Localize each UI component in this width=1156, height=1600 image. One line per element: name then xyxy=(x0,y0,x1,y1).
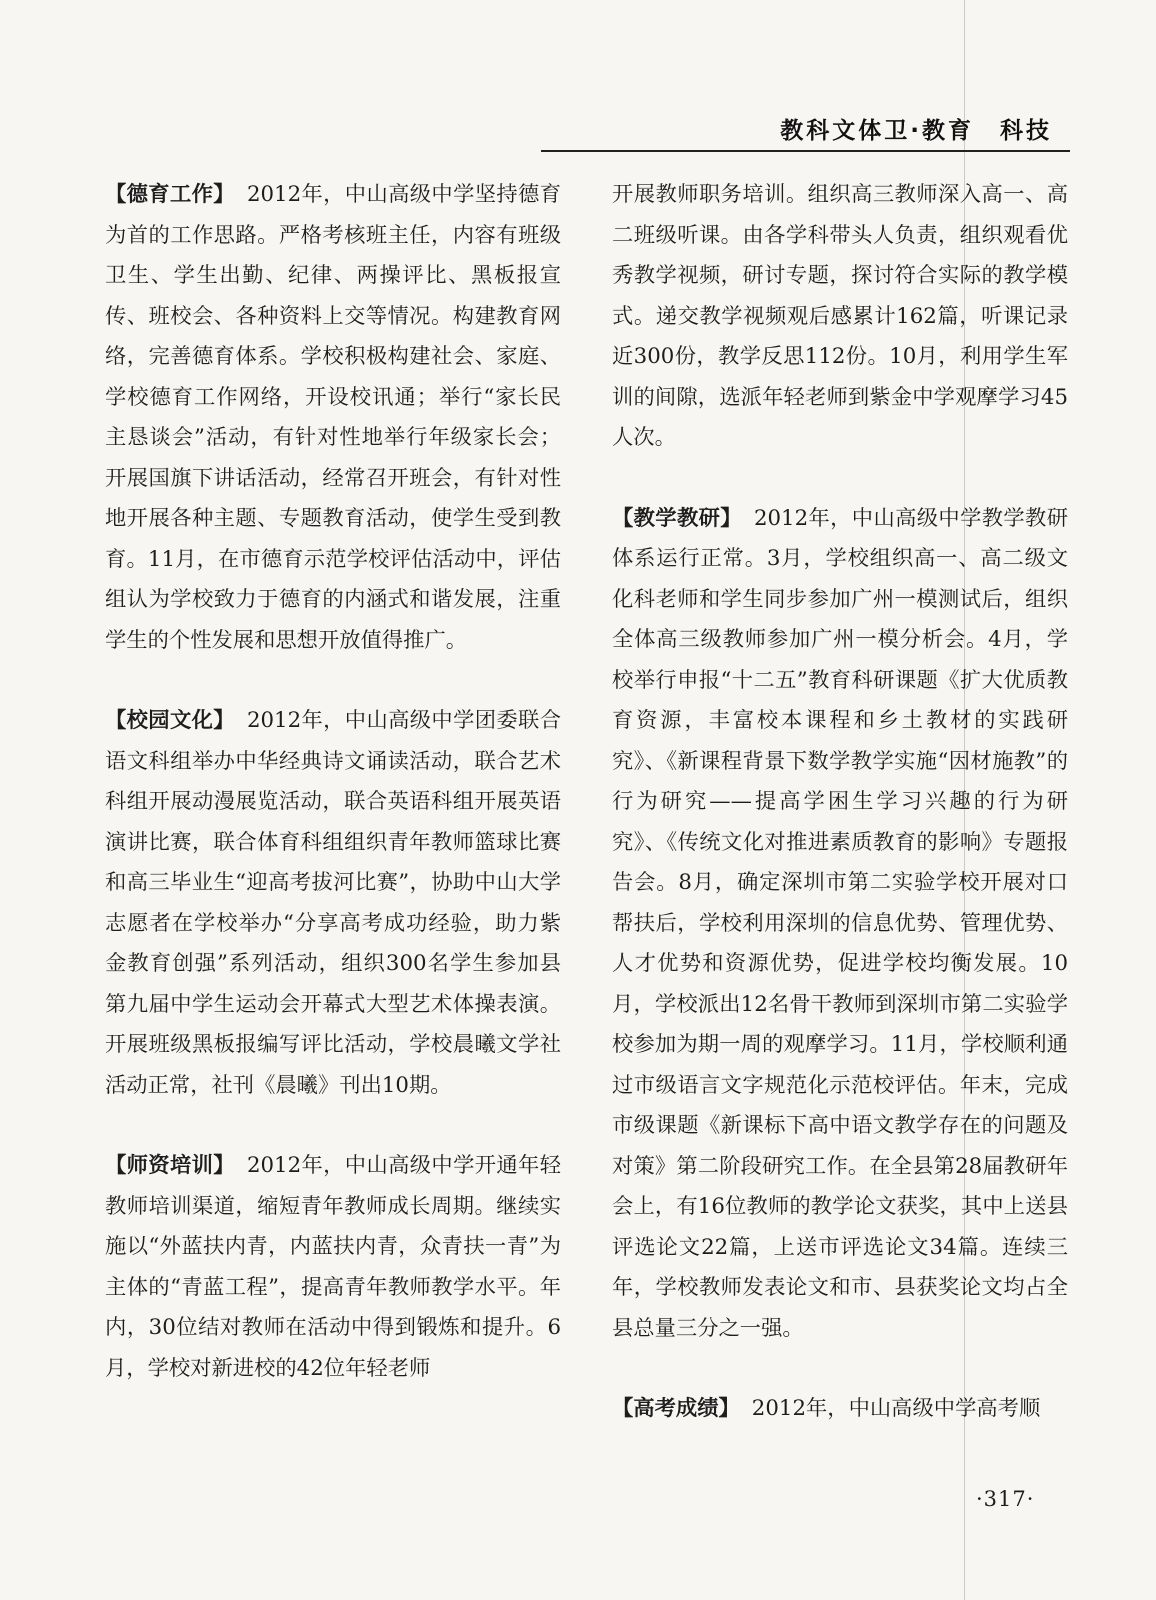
section-gaokao-results xyxy=(612,1389,1068,1430)
section-heading: 【高考成绩】 xyxy=(612,1396,740,1421)
section-body: 2012年，中山高级中学教学教研体系运行正常。3月，学校组织高一、高二级文化科老师和学生同步参加广州一模测试后，组织全体高三级教师参加广州一模分析会。4月，学校举行申报“十二五”教育科研课题《扩大优质教育资源，丰富校本课程和乡土教材的实践研究》、《新课程背景下数学教学实施“因材施教”的行为研究——提高学困生学习兴趣的行为研究》、《传统文化对推进素质教育的影响》专题报告会。8月，确定深圳市第二实验学校开展对口帮扶后，学校利用深圳的信息优势、管理优势、人才优势和资源优势，促进学校均衡发展。10月，学校派出12名骨干教师到深圳市第二实验学校参加为期一周的观摩学习。11月，学校顺利通过市级语言文字规范化示范校评估。年末，完成市级课题《新课标下高中语文教学存在的问题及对策》第二阶段研究工作。在全县第28届教研年会上，有16位教师的教学论文获奖，其中上送县评选论文22篇，上送市评选论文34篇。连续三年，学校教师发表论文和市、县获奖论文均占全县总量三分之一强。 xyxy=(612,505,1068,1341)
running-header-title: 教科文体卫·教育 科技 xyxy=(780,118,1052,144)
section-body: 2012年，中山高级中学团委联合语文科组举办中华经典诗文诵读活动，联合艺术科组开展动漫展览活动，联合英语科组开展英语演讲比赛，联合体育科组组织青年教师篮球比赛和高三毕业生“迎高考拔河比赛”，协助中山大学志愿者在学校举办“分享高考成功经验，助力紫金教育创强”系列活动，组织300名学生参加县第九届中学生运动会开幕式大型艺术体操表演。开展班级黑板报编写评比活动，学校晨曦文学社活动正常，社刊《晨曦》刊出10期。 xyxy=(105,708,561,1098)
page-number: ·317· xyxy=(976,1487,1035,1511)
section-moral-education xyxy=(105,175,561,661)
section-body: 2012年，中山高级中学坚持德育为首的工作思路。严格考核班主任，内容有班级卫生、学生出勤、纪律、两操评比、黑板报宣传、班校会、各种资料上交等情况。构建教育网络，完善德育体系。学校积极构建社会、家庭、学校德育工作网络，开设校讯通；举行“家长民主恳谈会”活动，有针对性地举行年级家长会；开展国旗下讲话活动，经常召开班会，有针对性地开展各种主题、专题教育活动，使学生受到教育。11月，在市德育示范学校评估活动中，评估组认为学校致力于德育的内涵式和谐发展，注重学生的个性发展和思想开放值得推广。 xyxy=(105,182,561,653)
section-heading: 【教学教研】 xyxy=(612,505,742,531)
section-body: 2012年，中山高级中学高考顺 xyxy=(751,1396,1041,1421)
section-body: 开展教师职务培训。组织高三教师深入高一、高二班级听课。由各学科带头人负责，组织观看优秀教学视频，研讨专题，探讨符合实际的教学模式。递交教学视频观后感累计162篇，听课记录近300份，教学反思112份。10月，利用学生军训的间隙，选派年轻老师到紫金中学观摩学习45人次。 xyxy=(612,182,1068,450)
section-teacher-training xyxy=(105,1146,561,1389)
left-column xyxy=(105,175,561,1389)
header-rule xyxy=(541,150,1070,152)
section-body: 2012年，中山高级中学开通年轻教师培训渠道，缩短青年教师成长周期。继续实施以“外蓝扶内青，内蓝扶内青，众青扶一青”为主体的“青蓝工程”，提高青年教师教学水平。年内，30位结对教师在活动中得到锻炼和提升。6月，学校对新进校的42位年轻老师 xyxy=(105,1153,561,1381)
section-heading: 【德育工作】 xyxy=(105,182,235,207)
section-campus-culture xyxy=(105,701,561,1106)
section-teaching-research xyxy=(612,499,1068,1350)
section-heading: 【校园文化】 xyxy=(105,708,235,733)
section-heading: 【师资培训】 xyxy=(105,1153,235,1178)
right-column xyxy=(612,175,1068,1430)
section-teacher-training-continued xyxy=(612,175,1068,459)
